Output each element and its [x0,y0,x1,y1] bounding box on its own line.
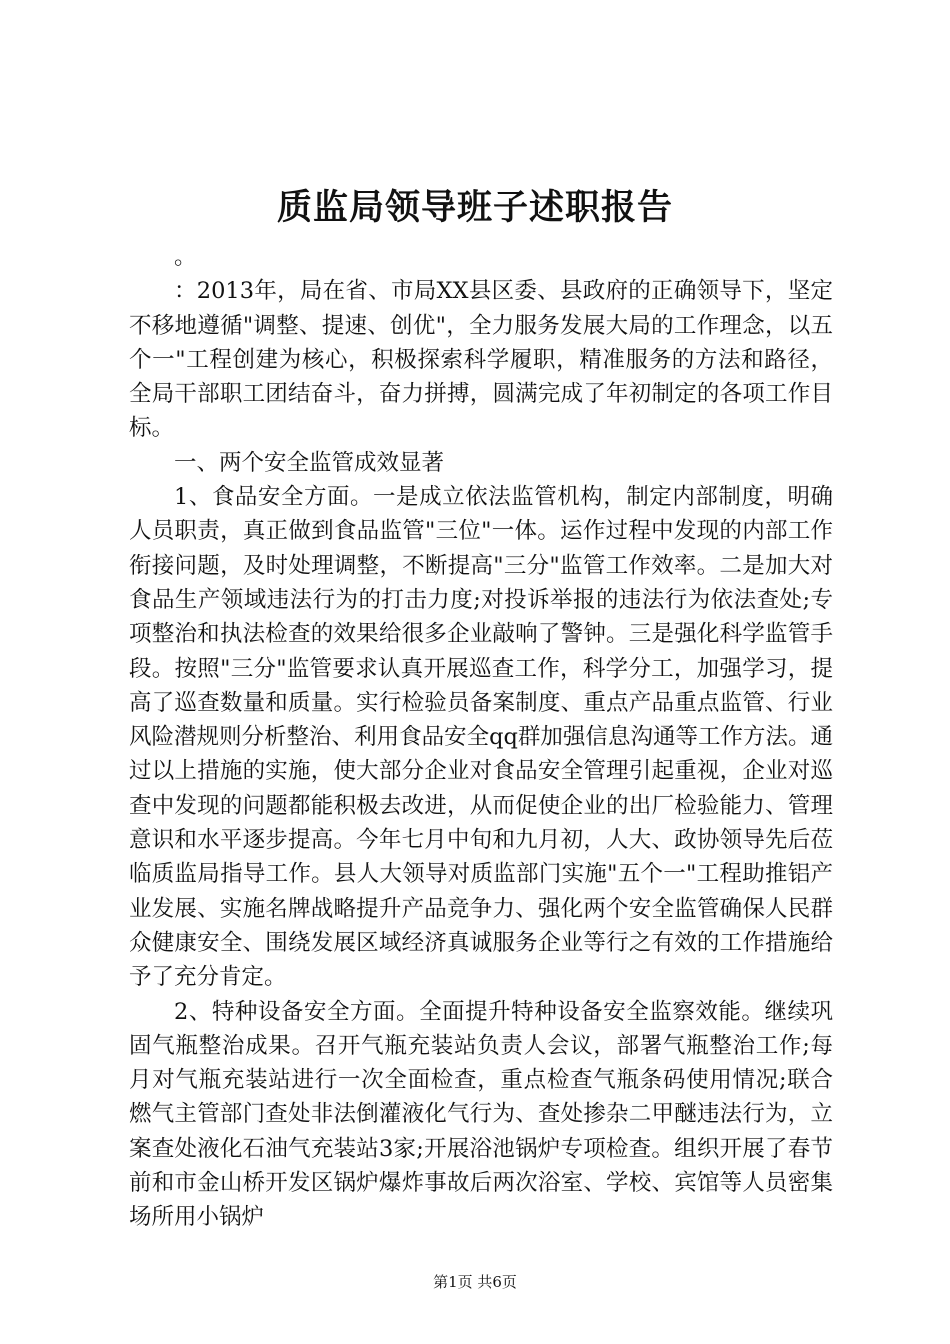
page-footer: 第1页 共6页 [433,1273,517,1291]
paragraph-intro-mark: 。 [174,244,197,270]
paragraph-special-equipment: 2、特种设备安全方面。全面提升特种设备安全监察效能。继续巩固气瓶整治成果。召开气瓶充装站负责人会议，部署气瓶整治工作;每月对气瓶充装站进行一次全面检查，重点检查气瓶条码使用情况;联合燃气主管部门查处非法倒灌液化气行为、查处掺杂二甲醚违法行为，立案查处液化石油气充装站3家;开展浴池锅炉专项检查。组织开展了春节前和市金山桥开发区锅炉爆炸事故后两次浴室、学校、宾馆等人员密集场所用小锅炉 [129,998,833,1231]
document-body [129,240,833,1235]
paragraph-food-safety: 1、食品安全方面。一是成立依法监管机构，制定内部制度，明确人员职责，真正做到食品监管"三位"一体。运作过程中发现的内部工作衔接问题，及时处理调整，不断提高"三分"监管工作效率。二是加大对食品生产领域违法行为的打击力度;对投诉举报的违法行为依法查处;专项整治和执法检查的效果给很多企业敲响了警钟。三是强化科学监管手段。按照"三分"监管要求认真开展巡查工作，科学分工，加强学习，提高了巡查数量和质量。实行检验员备案制度、重点产品重点监管、行业风险潜规则分析整治、利用食品安全qq群加强信息沟通等工作方法。通过以上措施的实施，使大部分企业对食品安全管理引起重视，企业对巡查中发现的问题都能积极去改进，从而促使企业的出厂检验能力、管理意识和水平逐步提高。今年七月中旬和九月初，人大、政协领导先后莅临质监局指导工作。县人大领导对质监部门实施"五个一"工程助推铝产业发展、实施名牌战略提升产品竞争力、强化两个安全监管确保人民群众健康安全、围绕发展区域经济真诚服务企业等行之有效的工作措施给予了充分肯定。 [129,484,833,991]
section-heading-safety: 一、两个安全监管成效显著 [174,449,445,476]
document-title: 质监局领导班子述职报告 [276,187,673,228]
paragraph-overview: ：2013年，局在省、市局XX县区委、县政府的正确领导下，坚定不移地遵循"调整、提速、创优"，全力服务发展大局的工作理念，以五个一"工程创建为核心，积极探索科学履职，精准服务的方法和路径，全局干部职工团结奋斗，奋力拼搏，圆满完成了年初制定的各项工作目标。 [129,278,833,442]
